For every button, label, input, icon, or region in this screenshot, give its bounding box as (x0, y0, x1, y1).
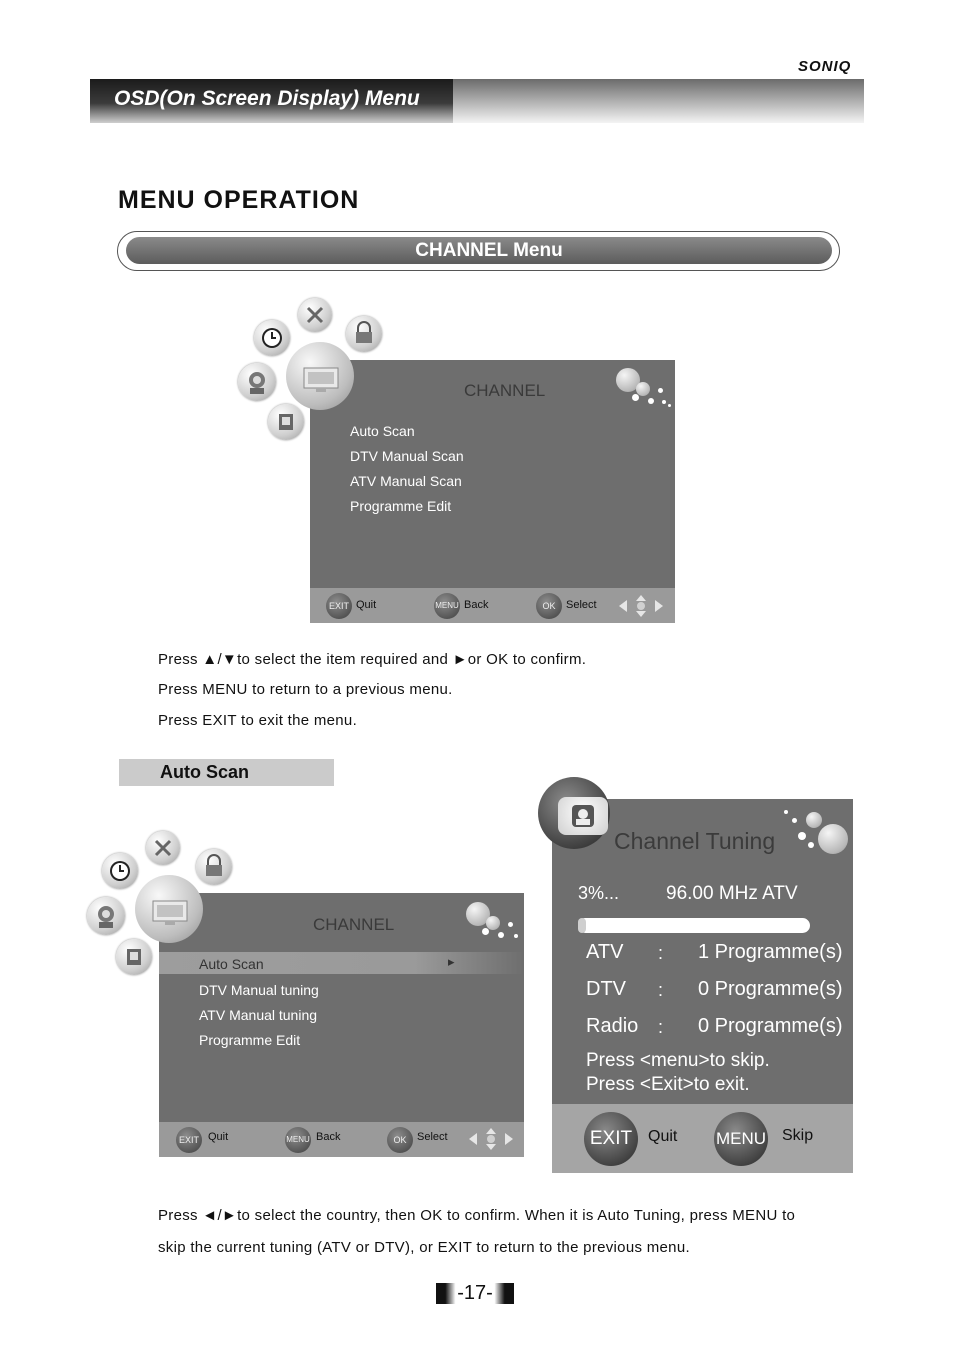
decor-dot (808, 842, 814, 848)
decor-dot (798, 832, 806, 840)
clock-icon[interactable] (102, 853, 138, 889)
menu-item-programme-edit[interactable]: Programme Edit (199, 1032, 301, 1048)
menu-key[interactable]: MENU (714, 1112, 768, 1166)
decor-dot (792, 818, 797, 823)
exit-key[interactable]: EXIT (584, 1112, 638, 1166)
instruction-line: Press EXIT to exit the menu. (158, 712, 358, 729)
select-label: Select (566, 599, 597, 611)
dtv-count: 0 Programme(s) (698, 978, 843, 1000)
skip-hint: Press <menu>to skip. (586, 1050, 770, 1071)
menu-key[interactable]: MENU (434, 593, 460, 619)
tuning-progress-text: 3%... (578, 883, 620, 903)
atv-count: 1 Programme(s) (698, 941, 843, 963)
menu-heading: CHANNEL Menu (415, 240, 563, 261)
atv-separator: : (658, 943, 664, 963)
instruction-line: Press MENU to return to a previous menu. (158, 681, 453, 698)
decor-dot (498, 932, 504, 938)
exit-key[interactable]: EXIT (176, 1127, 202, 1153)
sound-icon[interactable] (87, 897, 125, 935)
subheading: Auto Scan (160, 762, 250, 782)
navigation-arrows-icon (468, 1127, 514, 1151)
osd-screen-2 (86, 828, 526, 1160)
settings-icon[interactable] (146, 831, 180, 865)
back-label: Back (316, 1131, 341, 1143)
instruction-line: Press ▲/▼to select the item required and ►or OK to confirm. (158, 651, 587, 668)
navigation-arrows-icon (618, 594, 664, 618)
tuning-frequency: 96.00 MHz ATV (666, 883, 798, 904)
ok-key[interactable]: OK (387, 1127, 413, 1153)
tuning-progress-bar (578, 918, 810, 933)
select-label: Select (417, 1131, 448, 1143)
radio-label: Radio (586, 1015, 639, 1037)
tuning-title: Channel Tuning (614, 828, 776, 854)
osd-title: CHANNEL (313, 915, 395, 934)
back-label: Back (464, 599, 489, 611)
decor-dot (668, 404, 671, 407)
dtv-separator: : (658, 980, 664, 1000)
decor-dot (632, 394, 639, 401)
brand-logo: SONIQ (798, 58, 852, 75)
decor-dot (514, 934, 518, 938)
menu-item-dtv-manual-tuning[interactable]: DTV Manual tuning (199, 982, 319, 998)
menu-item-programme-edit[interactable]: Programme Edit (350, 498, 452, 514)
decor-bubble (486, 916, 500, 930)
tuning-progress-fill (578, 918, 586, 933)
radio-separator: : (658, 1017, 664, 1037)
decor-dot (658, 388, 663, 393)
quit-label: Quit (648, 1128, 678, 1145)
decor-dot (648, 398, 654, 404)
decor-bubble (636, 382, 650, 396)
bottom-instruction: Press ◄/►to select the country, then OK to confirm. When it is Auto Tuning, press MENU to (158, 1207, 796, 1224)
section-title: MENU OPERATION (118, 186, 360, 214)
banner-title: OSD(On Screen Display) Menu (114, 87, 420, 110)
menu-item-auto-scan[interactable]: Auto Scan (199, 956, 264, 972)
clock-icon[interactable] (254, 320, 290, 356)
lock-icon[interactable] (196, 849, 232, 885)
menu-item-atv-manual-scan[interactable]: ATV Manual Scan (350, 473, 462, 489)
lock-icon[interactable] (346, 316, 382, 352)
tv-icon[interactable] (286, 342, 354, 410)
ok-key[interactable]: OK (536, 593, 562, 619)
quit-label: Quit (208, 1131, 229, 1143)
decor-bubble (818, 824, 848, 854)
picture-icon[interactable] (116, 939, 152, 975)
osd-title: CHANNEL (464, 381, 546, 400)
decor-dot (482, 928, 489, 935)
bottom-instruction: skip the current tuning (ATV or DTV), or EXIT to return to the previous menu. (158, 1239, 690, 1256)
decor-dot (784, 810, 788, 814)
exit-key[interactable]: EXIT (326, 593, 352, 619)
decor-bubble (806, 812, 822, 828)
decor-dot (662, 400, 666, 404)
quit-label: Quit (356, 599, 377, 611)
tuning-badge-inner-icon (558, 797, 608, 835)
decor-dot (508, 922, 513, 927)
submenu-arrow-icon: ▸ (448, 954, 455, 969)
menu-key[interactable]: MENU (285, 1127, 311, 1153)
page-number: -17- (457, 1282, 493, 1304)
menu-item-dtv-manual-scan[interactable]: DTV Manual Scan (350, 448, 464, 464)
menu-item-atv-manual-tuning[interactable]: ATV Manual tuning (199, 1007, 318, 1023)
radio-count: 0 Programme(s) (698, 1015, 843, 1037)
picture-icon[interactable] (268, 404, 304, 440)
dtv-label: DTV (586, 978, 626, 1000)
skip-label: Skip (782, 1127, 814, 1144)
exit-hint: Press <Exit>to exit. (586, 1074, 750, 1095)
sound-icon[interactable] (238, 363, 276, 401)
settings-icon[interactable] (298, 298, 332, 332)
atv-label: ATV (586, 941, 624, 963)
osd-screen-1 (238, 296, 678, 626)
tv-icon[interactable] (135, 875, 203, 943)
menu-item-auto-scan[interactable]: Auto Scan (350, 423, 415, 439)
